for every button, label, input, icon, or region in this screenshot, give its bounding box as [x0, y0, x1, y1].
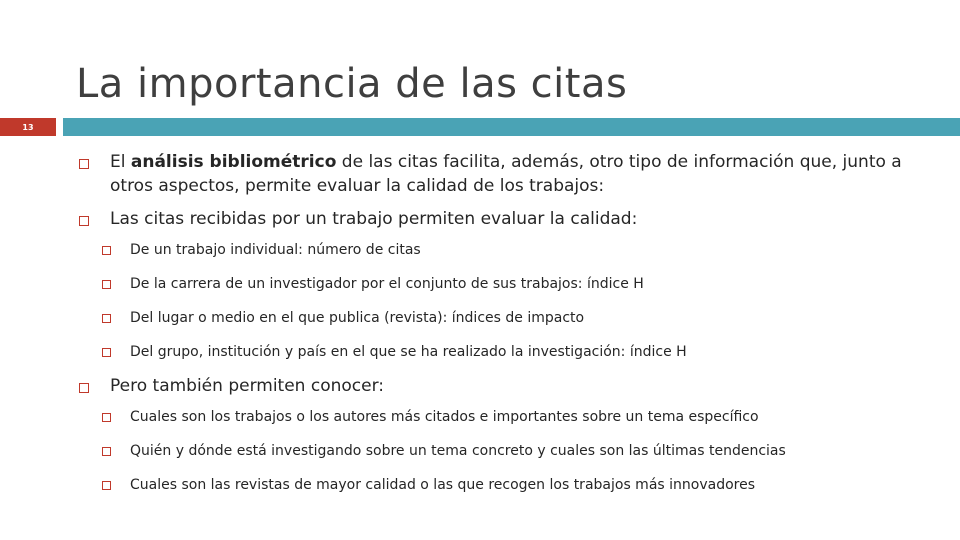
sub-bullet-item: [76, 240, 936, 260]
sub-bullet-item: [76, 407, 936, 427]
bullet-item: [76, 374, 936, 398]
sub-bullet-item: [76, 475, 936, 495]
title-rule-bar: [63, 118, 960, 136]
sub-bullet-text: Quién y dónde está investigando sobre un tema concreto y cuales son las últimas tendencias: [130, 443, 786, 459]
sub-bullet-item: [76, 441, 936, 461]
square-bullet-icon: [79, 216, 89, 226]
sub-bullet-text: Del lugar o medio en el que publica (revista): índices de impacto: [130, 310, 585, 326]
bullet-bold-term: análisis bibliométrico: [130, 152, 337, 172]
bullet-item: [76, 207, 936, 231]
sub-bullet-text: Cuales son las revistas de mayor calidad o las que recogen los trabajos más innovadores: [130, 477, 756, 493]
square-bullet-icon: [102, 413, 111, 422]
sub-bullet-text: De la carrera de un investigador por el conjunto de sus trabajos: índice H: [130, 276, 644, 292]
sub-bullet-item: [76, 308, 936, 328]
bullet-text: Pero también permiten conocer:: [110, 376, 384, 396]
sub-bullet-text: Cuales son los trabajos o los autores más citados e importantes sobre un tema específico: [130, 409, 759, 425]
slide-number-badge: [0, 118, 56, 136]
square-bullet-icon: [79, 383, 89, 393]
slide-number: 13: [22, 122, 34, 132]
square-bullet-icon: [102, 481, 111, 490]
square-bullet-icon: [102, 348, 111, 357]
sub-bullet-item: [76, 342, 936, 362]
slide-content: [76, 150, 936, 509]
sub-bullet-text: Del grupo, institución y país en el que se ha realizado la investigación: índice H: [130, 344, 687, 360]
square-bullet-icon: [79, 159, 89, 169]
square-bullet-icon: [102, 447, 111, 456]
bullet-prefix: El: [110, 152, 131, 172]
slide-title: La importancia de las citas: [76, 61, 628, 107]
bullet-suffix: de las citas facilita, además, otro tipo de información que, junto a otros aspectos, permite evaluar la calidad de los trabajos:: [110, 152, 902, 196]
square-bullet-icon: [102, 314, 111, 323]
bullet-item: [76, 150, 936, 198]
sub-bullet-text: De un trabajo individual: número de citas: [130, 242, 421, 258]
square-bullet-icon: [102, 246, 111, 255]
square-bullet-icon: [102, 280, 111, 289]
bullet-text: Las citas recibidas por un trabajo permiten evaluar la calidad:: [110, 209, 638, 229]
sub-bullet-item: [76, 274, 936, 294]
